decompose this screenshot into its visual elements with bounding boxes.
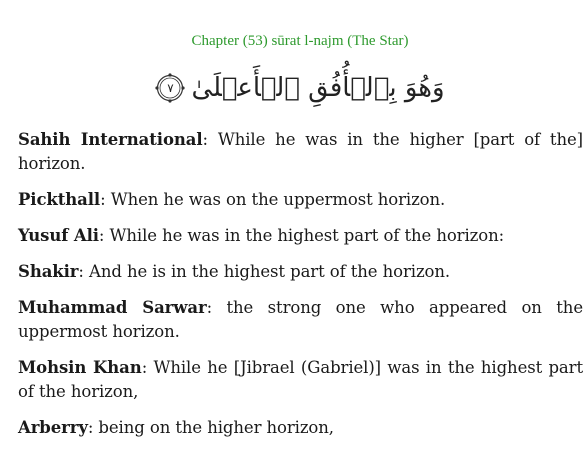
translation-mohsin-khan: [18, 356, 583, 404]
translation-text: : When he was on the uppermost horizon.: [100, 190, 446, 209]
translation-shakir: [18, 260, 583, 284]
chapter-title: Chapter (53) sūrat l-najm (The Star): [191, 33, 409, 49]
verse-number: ٧: [167, 81, 174, 95]
translation-text: : being on the higher horizon,: [87, 418, 334, 437]
translator-name: Yusuf Ali: [18, 226, 99, 245]
translator-name: Shakir: [18, 262, 79, 281]
translations-list: [18, 128, 583, 452]
translation-pickthall: [18, 188, 583, 212]
verse-number-ornament-icon: [155, 73, 185, 103]
translation-text: : While he was in the highest part of the horizon:: [98, 226, 505, 245]
translation-text: : And he is in the highest part of the horizon.: [78, 262, 451, 281]
translator-name: Sahih International: [18, 130, 203, 149]
translator-name: Pickthall: [18, 190, 101, 209]
verse-arabic-block: [0, 66, 584, 110]
translation-text: : the strong one who appeared on the uppermost horizon.: [18, 298, 583, 341]
translation-text: : While he [Jibrael (Gabriel)] was in the highest part of the horizon,: [18, 358, 583, 401]
translation-muhammad-sarwar: [18, 296, 583, 344]
translation-yusuf-ali: [18, 224, 583, 248]
translation-sahih-international: [18, 128, 583, 176]
translator-name: Mohsin Khan: [18, 358, 142, 377]
translation-text: : While he was in the higher [part of the] horizon.: [18, 130, 583, 173]
translator-name: Arberry: [18, 418, 88, 437]
translation-arberry: [18, 416, 583, 440]
verse-arabic-text: وَهُوَ بِٱلۡأُفُقِ ٱلۡأَعۡلَىٰ: [191, 73, 445, 103]
translator-name: Muhammad Sarwar: [18, 298, 207, 317]
